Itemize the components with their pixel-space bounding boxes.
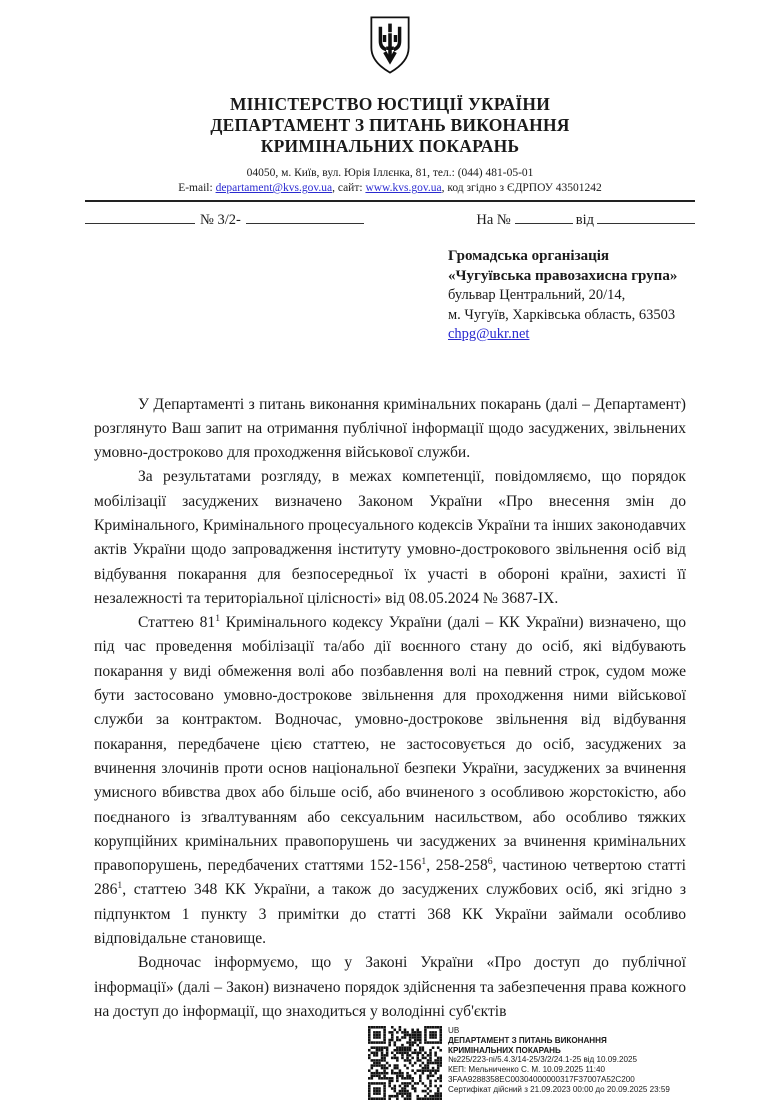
signature-document-number: №225/223-пі/5.4.3/14-25/3/2/24.1-25 від 10.09.2025 [448,1055,638,1065]
letterhead-divider [85,200,695,202]
email-link[interactable]: departament@kvs.gov.ua [215,182,333,194]
edrpou-code: , код згідно з ЄДРПОУ 43501242 [441,182,602,194]
incoming-number-label: На № [476,212,511,228]
signature-serial: 3FAA9288358EC00304000000317F37007A52C200 [448,1074,635,1084]
outgoing-number-blank[interactable] [246,211,364,224]
addressee-block [448,247,780,345]
signature-department-line2: КРИМІНАЛЬНИХ ПОКАРАНЬ [448,1045,561,1055]
digital-signature-stamp [368,1026,670,1100]
signature-signer: КЕП: Мельниченко С. М. 10.09.2025 11:40 [448,1065,605,1075]
paragraph-2: За результатами розгляду, в межах компетенції, повідомляємо, що порядок мобілізації засуджених визначено Законом України «Про внесення змін до Кримінального, Кримінального процесуального кодексів України та інших законодавчих актів України щодо запровадження інституту умовно-дострокового звільнення осіб від відбування покарання для безпосередньої їх участі в обороні країни, захисті її незалежності та територіальної цілісності» від 08.05.2024 № 3687-IX. [94,468,686,607]
incoming-date-blank[interactable] [597,211,695,224]
website-label: , сайт: [332,182,366,194]
p3-superscript-2: 1 [421,855,427,867]
p3-segment-b: Кримінального кодексу України (далі – КК України) визначено, що під час проведення мобілізації та/або дії воєнного стану до осіб, які відбувають покарання у виді обмеження волі або позбавлення волі на певний строк, судом може бути застосовано умовно-дострокове звільнення для проходження ними військової служби за контрактом. Водночас, умовно-дострокове звільнення від відбування покарання, передбачене цією статтею, не застосовується до осіб, засуджених за вчинення злочинів проти основ національної безпеки України, засуджених за вчинення умисного вбивства двох або більше осіб, або вчиненого з особливою жорстокістю, або поєднаного із зґвалтуванням або сексуальним насильством, або особливо тяжких корупційних кримінальних правопорушень чи засуджених за вчинення кримінальних правопорушень, передбачених статтями 152-156 [94,614,686,875]
p3-superscript-3: 6 [487,855,493,867]
department-title-line2: КРИМІНАЛЬНИХ ПОКАРАНЬ [260,136,520,156]
outgoing-number-label: № 3/2- [200,212,241,228]
outgoing-date-blank[interactable] [85,211,195,224]
letterhead [0,94,780,196]
contact-line [0,181,780,196]
signature-details [448,1026,670,1095]
website-link[interactable]: www.kvs.gov.ua [365,182,442,194]
p3-superscript-4: 1 [117,880,123,892]
department-title-line1: ДЕПАРТАМЕНТ З ПИТАНЬ ВИКОНАННЯ [210,115,570,135]
incoming-date-label: від [575,212,594,228]
addressee-org-name: «Чугуївська правозахисна група» [448,267,678,284]
p3-segment-e: , статтею 348 КК України, а також до засуджених службових осіб, які згідно з підпунктом 1 пункту 3 примітки до статті 368 КК України займали особливо відповідальне становище. [94,881,686,948]
reference-line [85,211,695,229]
p3-segment-d: , частиною четвертою статті 286 [94,857,687,899]
postal-address: 04050, м. Київ, вул. Юрія Іллєнка, 81, тел.: (044) 481-05-01 [246,167,534,179]
paragraph-4: Водночас інформуємо, що у Законі України «Про доступ до публічної інформації» (далі – Закон) визначено порядок здійснення та забезпечення права кожного на доступ до інформації, що знаходиться у володінні суб'єктів [94,954,686,1020]
ministry-title: МІНІСТЕРСТВО ЮСТИЦІЇ УКРАЇНИ [229,94,551,114]
addressee-email-link[interactable]: chpg@ukr.net [448,326,530,342]
addressee-city: м. Чугуїв, Харківська область, 63503 [448,306,676,323]
paragraph-1: У Департаменті з питань виконання кримінальних покарань (далі – Департамент) розглянуто Ваш запит на отримання публічної інформації щодо засуджених, звільнених умовно-достроково для проходження військової служби. [94,395,686,462]
addressee-org-type: Громадська організація [448,248,610,264]
qr-code-icon [368,1026,442,1100]
incoming-number-blank[interactable] [515,211,573,224]
letter-body [94,345,686,1025]
signature-department-line1: ДЕПАРТАМЕНТ З ПИТАНЬ ВИКОНАННЯ [448,1035,607,1045]
email-label: E-mail: [178,182,216,194]
signature-validity: Сертифікат дійсний з 21.09.2023 00:00 до 20.09.2025 23:59 [448,1084,670,1094]
p3-superscript-1: 1 [215,612,221,624]
p3-segment-a: Статтею 81 [138,614,216,632]
contact-block [0,166,780,196]
p3-segment-c: , 258-258 [426,857,488,875]
emblem-container [0,0,780,88]
paragraph-3 [94,611,686,951]
addressee-street: бульвар Центральний, 20/14, [448,287,626,303]
signature-country-code: UB [448,1026,460,1035]
ukraine-trident-coat-of-arms-icon [369,16,411,74]
